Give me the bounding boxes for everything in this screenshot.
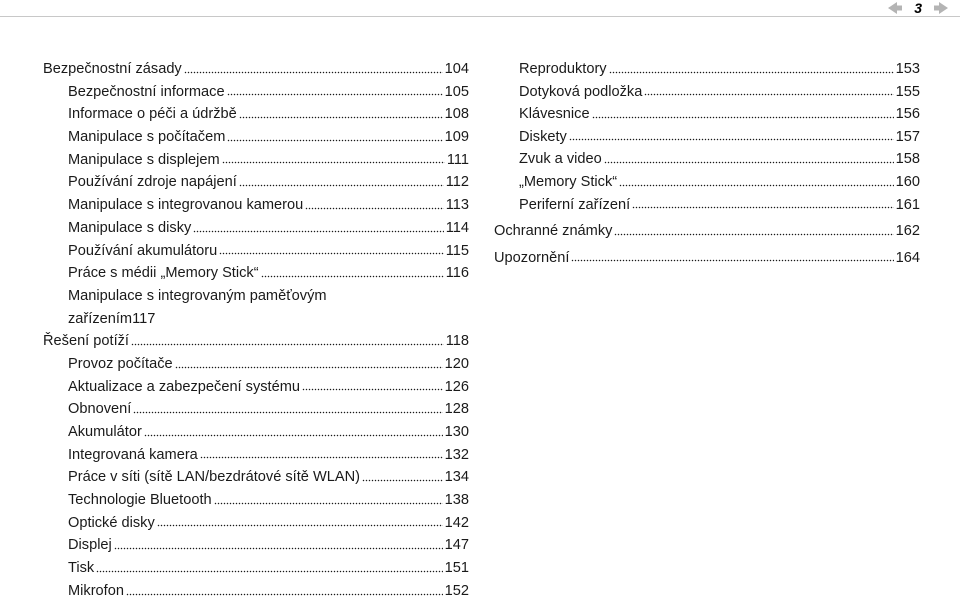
toc-entry[interactable] <box>43 534 469 557</box>
toc-entry-title: Používání zdroje napájení <box>68 174 237 191</box>
dot-leader <box>96 561 442 573</box>
toc-entry-title: „Memory Stick“ <box>519 173 618 190</box>
toc-entry-title: Bezpečnostní zásady <box>43 61 182 77</box>
dot-leader <box>214 493 443 505</box>
arrow-left-icon[interactable] <box>888 2 902 14</box>
toc-right-column <box>494 58 920 269</box>
dot-leader <box>193 221 443 233</box>
toc-entry-title: Práce s médii „Memory Stick“ <box>68 265 259 282</box>
toc-entry-page: 130 <box>444 424 469 440</box>
toc-entry-page: 108 <box>444 106 469 123</box>
toc-entry[interactable] <box>43 512 469 535</box>
header-divider <box>0 16 960 17</box>
pager <box>888 0 948 16</box>
dot-leader <box>133 402 442 414</box>
dot-leader <box>157 515 443 527</box>
toc-entry-title: Akumulátor <box>68 424 142 440</box>
toc-entry-page: 114 <box>445 219 469 236</box>
toc-entry-title: Diskety <box>519 128 567 145</box>
toc-entry-page: 134 <box>444 469 469 486</box>
toc-entry-title: Bezpečnostní informace <box>68 83 225 100</box>
toc-entry-page: 115 <box>445 242 469 259</box>
toc-entry-page: 158 <box>895 151 920 168</box>
toc-entry[interactable] <box>43 58 469 81</box>
toc-entry-title: Aktualizace a zabezpečení systému <box>68 378 301 395</box>
toc-entry-title: Používání akumulátoru <box>68 242 218 259</box>
dot-leader <box>644 84 893 96</box>
toc-entry-title: Integrovaná kamera <box>68 446 198 463</box>
dot-leader <box>222 152 445 164</box>
toc-entry[interactable] <box>43 580 469 603</box>
toc-entry-title: Práce v síti (sítě LAN/bezdrátové sítě WLAN) <box>68 469 360 486</box>
dot-leader <box>592 107 894 119</box>
toc-entry[interactable] <box>43 398 469 421</box>
toc-entry[interactable] <box>494 247 920 270</box>
toc-entry-page: 109 <box>444 129 469 146</box>
toc-entry-title: Řešení potíží <box>43 333 129 350</box>
toc-entry-page: 162 <box>895 223 920 240</box>
toc-entry-page: 138 <box>444 492 469 509</box>
toc-entry[interactable] <box>43 240 469 263</box>
toc-entry-page: 155 <box>895 83 920 100</box>
toc-entry-page: 160 <box>895 173 920 190</box>
toc-entry-page: 120 <box>444 355 469 372</box>
dot-leader <box>569 129 894 141</box>
toc-entry-title: Periferní zařízení <box>519 196 631 213</box>
toc-entry-title: Klávesnice <box>519 106 590 123</box>
dot-leader <box>219 243 443 255</box>
toc-entry[interactable] <box>494 171 920 194</box>
arrow-right-icon[interactable] <box>934 2 948 14</box>
toc-entry-page: 113 <box>445 197 469 214</box>
toc-entry-page: 112 <box>445 174 469 191</box>
toc-entry[interactable] <box>494 58 920 81</box>
toc-entry[interactable] <box>43 489 469 512</box>
page-header <box>0 0 960 16</box>
toc-entry-title: Reproduktory <box>519 61 607 77</box>
dot-leader <box>302 379 443 391</box>
toc-entry-page: 118 <box>445 333 469 350</box>
toc-entry[interactable] <box>494 81 920 104</box>
dot-leader <box>184 62 443 74</box>
toc-entry-title: Manipulace s disky <box>68 219 192 236</box>
toc-entry[interactable] <box>43 149 469 172</box>
dot-leader <box>144 425 443 437</box>
toc-entry[interactable] <box>43 330 469 353</box>
toc-entry-page: 164 <box>895 249 920 266</box>
toc-entry-page: 152 <box>444 582 469 599</box>
toc-entry[interactable] <box>43 217 469 240</box>
toc-entry-page: 104 <box>444 61 469 77</box>
toc-entry-title: Displej <box>68 537 112 554</box>
toc-entry[interactable] <box>43 444 469 467</box>
toc-entry-title: Ochranné známky <box>494 223 613 240</box>
toc-entry[interactable] <box>43 262 469 285</box>
toc-entry[interactable] <box>494 194 920 217</box>
toc-entry-page: 105 <box>444 83 469 100</box>
toc-entry-page: 151 <box>444 560 469 577</box>
toc-entry[interactable] <box>43 81 469 104</box>
dot-leader <box>362 470 443 482</box>
dot-leader <box>604 152 894 164</box>
toc-entry-title: Provoz počítače <box>68 355 173 372</box>
toc-entry-title: Tisk <box>68 560 95 577</box>
dot-leader <box>305 198 443 210</box>
toc-entry-page: 157 <box>895 128 920 145</box>
toc-entry[interactable] <box>43 421 469 444</box>
toc-entry-page: 142 <box>444 514 469 531</box>
toc-entry-title: Technologie Bluetooth <box>68 492 212 509</box>
toc-entry[interactable] <box>43 557 469 580</box>
toc-entry[interactable] <box>494 148 920 171</box>
dot-leader <box>239 175 444 187</box>
dot-leader <box>261 266 444 278</box>
toc-left-column <box>43 58 469 603</box>
dot-leader <box>227 130 442 142</box>
toc-entry[interactable] <box>43 376 469 399</box>
toc-entry-title-continued: zařízením <box>68 310 133 327</box>
toc-entry[interactable] <box>43 353 469 376</box>
dot-leader <box>126 584 443 596</box>
toc-entry-page: 161 <box>895 196 920 213</box>
toc-entry-title: Upozornění <box>494 249 570 266</box>
dot-leader <box>614 224 893 236</box>
toc-entry-page: 117 <box>132 310 156 327</box>
toc-entry-page: 111 <box>446 151 469 168</box>
toc-entry-page: 132 <box>444 446 469 463</box>
toc-entry-title: Zvuk a video <box>519 151 602 168</box>
toc-entry[interactable] <box>494 103 920 126</box>
toc-entry-page: 128 <box>444 401 469 418</box>
dot-leader <box>200 447 443 459</box>
toc-entry[interactable] <box>43 126 469 149</box>
toc-entry-title: Manipulace s počítačem <box>68 129 226 146</box>
toc-entry[interactable] <box>494 220 920 243</box>
toc-entry[interactable] <box>494 126 920 149</box>
toc-entry[interactable] <box>43 103 469 126</box>
toc-entry-title: Mikrofon <box>68 582 124 599</box>
toc-entry-title: Informace o péči a údržbě <box>68 106 237 123</box>
dot-leader <box>619 175 894 187</box>
toc-entry-page: 153 <box>895 61 920 77</box>
dot-leader <box>227 84 443 96</box>
dot-leader <box>131 334 444 346</box>
dot-leader <box>175 357 443 369</box>
toc-entry[interactable] <box>43 466 469 489</box>
toc-entry[interactable] <box>43 171 469 194</box>
toc-entry-page: 116 <box>445 265 469 282</box>
dot-leader <box>114 538 443 550</box>
toc-entry[interactable] <box>43 285 469 330</box>
toc-entry-title: Manipulace s displejem <box>68 151 220 168</box>
toc-entry-title: Manipulace s integrovaným paměťovým <box>68 287 327 304</box>
toc-entry-page: 147 <box>444 537 469 554</box>
toc-entry-title: Optické disky <box>68 514 155 531</box>
page-number: 3 <box>914 0 922 16</box>
toc-entry-title: Manipulace s integrovanou kamerou <box>68 197 304 214</box>
dot-leader <box>571 250 893 262</box>
toc-entry-page: 156 <box>895 106 920 123</box>
dot-leader <box>609 62 894 74</box>
toc-entry-title: Dotyková podložka <box>519 83 643 100</box>
toc-entry[interactable] <box>43 194 469 217</box>
dot-leader <box>239 107 443 119</box>
toc-entry-title: Obnovení <box>68 401 132 418</box>
dot-leader <box>632 197 894 209</box>
toc-entry-page: 126 <box>444 378 469 395</box>
